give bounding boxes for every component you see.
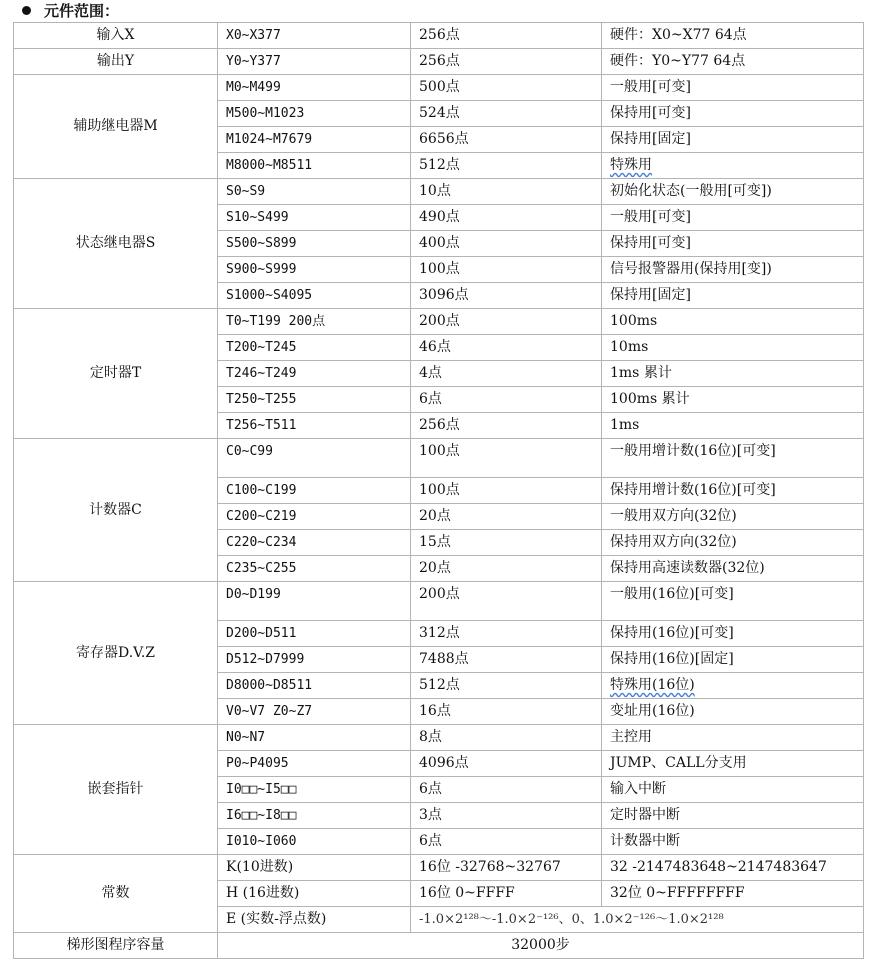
- note-cell: 一般用[可变]: [602, 75, 864, 101]
- capacity-value: 32000步: [218, 933, 864, 959]
- range-cell: D0~D199: [218, 582, 411, 621]
- range-cell: D512~D7999: [218, 647, 411, 673]
- range-cell: S500~S899: [218, 231, 411, 257]
- count-cell: 6点: [411, 829, 602, 855]
- range-cell: T0~T199 200点: [218, 309, 411, 335]
- count-cell: 6点: [411, 387, 602, 413]
- count-cell: 312点: [411, 621, 602, 647]
- count-cell: 100点: [411, 257, 602, 283]
- note-text: 特殊用: [610, 157, 652, 173]
- float-range-formula: -1.0×2¹²⁸～-1.0×2⁻¹²⁶、0、1.0×2⁻¹²⁶～1.0×2¹²⁸: [411, 907, 864, 933]
- count-cell: 100点: [411, 439, 602, 478]
- table-row: [14, 582, 864, 621]
- count-cell: 512点: [411, 673, 602, 699]
- range-cell: P0~P4095: [218, 751, 411, 777]
- category-cell: 常数: [14, 855, 218, 933]
- range-cell: K(10进数): [218, 855, 411, 881]
- note-cell: 32位 0~FFFFFFFF: [602, 881, 864, 907]
- count-cell: 16点: [411, 699, 602, 725]
- count-cell: 20点: [411, 556, 602, 582]
- count-cell: 200点: [411, 582, 602, 621]
- range-cell: D200~D511: [218, 621, 411, 647]
- note-cell: 保持用增计数(16位)[可变]: [602, 478, 864, 504]
- range-cell: X0~X377: [218, 23, 411, 49]
- range-cell: S0~S9: [218, 179, 411, 205]
- category-cell: 输出Y: [14, 49, 218, 75]
- note-cell: 保持用(16位)[固定]: [602, 647, 864, 673]
- category-cell: 辅助继电器M: [14, 75, 218, 179]
- table-row: [14, 23, 864, 49]
- bullet-icon: [22, 6, 31, 15]
- range-cell: I010~I060: [218, 829, 411, 855]
- range-cell: Y0~Y377: [218, 49, 411, 75]
- count-cell: 4点: [411, 361, 602, 387]
- note-cell: 100ms 累计: [602, 387, 864, 413]
- range-cell: H (16进数): [218, 881, 411, 907]
- note-cell: 初始化状态(一般用[可变]): [602, 179, 864, 205]
- note-cell: 信号报警器用(保持用[变]): [602, 257, 864, 283]
- count-cell: 16位 0~FFFF: [411, 881, 602, 907]
- range-cell: C0~C99: [218, 439, 411, 478]
- table-row: [14, 855, 864, 881]
- count-cell: 6656点: [411, 127, 602, 153]
- note-cell: 保持用(16位)[可变]: [602, 621, 864, 647]
- table-row: [14, 75, 864, 101]
- count-cell: 6点: [411, 777, 602, 803]
- count-cell: 512点: [411, 153, 602, 179]
- count-cell: 16位 -32768~32767: [411, 855, 602, 881]
- count-cell: 100点: [411, 478, 602, 504]
- category-cell: 计数器C: [14, 439, 218, 582]
- note-cell: 一般用(16位)[可变]: [602, 582, 864, 621]
- note-cell: 1ms 累计: [602, 361, 864, 387]
- range-cell: T200~T245: [218, 335, 411, 361]
- note-cell: 10ms: [602, 335, 864, 361]
- element-range-table: [13, 22, 864, 959]
- count-cell: 3点: [411, 803, 602, 829]
- category-cell: 寄存器D.V.Z: [14, 582, 218, 725]
- note-cell: 保持用双方向(32位): [602, 530, 864, 556]
- range-cell: T256~T511: [218, 413, 411, 439]
- range-cell: N0~N7: [218, 725, 411, 751]
- heading-text: 元件范围：: [44, 2, 120, 20]
- note-cell: 输入中断: [602, 777, 864, 803]
- table-row: [14, 49, 864, 75]
- count-cell: 256点: [411, 49, 602, 75]
- range-cell: M500~M1023: [218, 101, 411, 127]
- note-cell: 32 -2147483648~2147483647: [602, 855, 864, 881]
- range-cell: S10~S499: [218, 205, 411, 231]
- section-heading: [22, 1, 119, 21]
- count-cell: 256点: [411, 23, 602, 49]
- note-cell: 计数器中断: [602, 829, 864, 855]
- note-cell: [602, 673, 864, 699]
- range-cell: S1000~S4095: [218, 283, 411, 309]
- note-text: 特殊用(16位): [610, 677, 695, 693]
- range-cell: C220~C234: [218, 530, 411, 556]
- category-cell: 输入X: [14, 23, 218, 49]
- count-cell: 8点: [411, 725, 602, 751]
- capacity-label: 梯形图程序容量: [14, 933, 218, 959]
- count-cell: 490点: [411, 205, 602, 231]
- range-cell: C100~C199: [218, 478, 411, 504]
- range-cell: D8000~D8511: [218, 673, 411, 699]
- note-cell: 1ms: [602, 413, 864, 439]
- note-cell: 定时器中断: [602, 803, 864, 829]
- range-cell: I0□□~I5□□: [218, 777, 411, 803]
- count-cell: 15点: [411, 530, 602, 556]
- count-cell: 200点: [411, 309, 602, 335]
- range-cell: S900~S999: [218, 257, 411, 283]
- note-cell: 一般用双方向(32位): [602, 504, 864, 530]
- range-cell: M8000~M8511: [218, 153, 411, 179]
- table-row: [14, 309, 864, 335]
- count-cell: 400点: [411, 231, 602, 257]
- note-cell: [602, 153, 864, 179]
- range-cell: T250~T255: [218, 387, 411, 413]
- range-cell: I6□□~I8□□: [218, 803, 411, 829]
- table-row: [14, 725, 864, 751]
- count-cell: 10点: [411, 179, 602, 205]
- range-cell: M0~M499: [218, 75, 411, 101]
- category-cell: 嵌套指针: [14, 725, 218, 855]
- range-cell: M1024~M7679: [218, 127, 411, 153]
- count-cell: 524点: [411, 101, 602, 127]
- note-cell: 100ms: [602, 309, 864, 335]
- category-cell: 状态继电器S: [14, 179, 218, 309]
- count-cell: 500点: [411, 75, 602, 101]
- note-cell: 硬件：X0~X77 64点: [602, 23, 864, 49]
- table-row: [14, 179, 864, 205]
- note-cell: JUMP、CALL分支用: [602, 751, 864, 777]
- category-cell: 定时器T: [14, 309, 218, 439]
- count-cell: 20点: [411, 504, 602, 530]
- count-cell: 4096点: [411, 751, 602, 777]
- note-cell: 保持用高速读数器(32位): [602, 556, 864, 582]
- count-cell: 46点: [411, 335, 602, 361]
- note-cell: 保持用[固定]: [602, 127, 864, 153]
- range-cell: V0~V7 Z0~Z7: [218, 699, 411, 725]
- note-cell: 硬件：Y0~Y77 64点: [602, 49, 864, 75]
- range-cell: E (实数-浮点数): [218, 907, 411, 933]
- note-cell: 一般用增计数(16位)[可变]: [602, 439, 864, 478]
- note-cell: 保持用[固定]: [602, 283, 864, 309]
- note-cell: 保持用[可变]: [602, 231, 864, 257]
- count-cell: 3096点: [411, 283, 602, 309]
- range-cell: C235~C255: [218, 556, 411, 582]
- table-row: [14, 933, 864, 959]
- range-cell: C200~C219: [218, 504, 411, 530]
- note-cell: 主控用: [602, 725, 864, 751]
- count-cell: 256点: [411, 413, 602, 439]
- note-cell: 一般用[可变]: [602, 205, 864, 231]
- note-cell: 保持用[可变]: [602, 101, 864, 127]
- range-cell: T246~T249: [218, 361, 411, 387]
- count-cell: 7488点: [411, 647, 602, 673]
- note-cell: 变址用(16位): [602, 699, 864, 725]
- table-row: [14, 439, 864, 478]
